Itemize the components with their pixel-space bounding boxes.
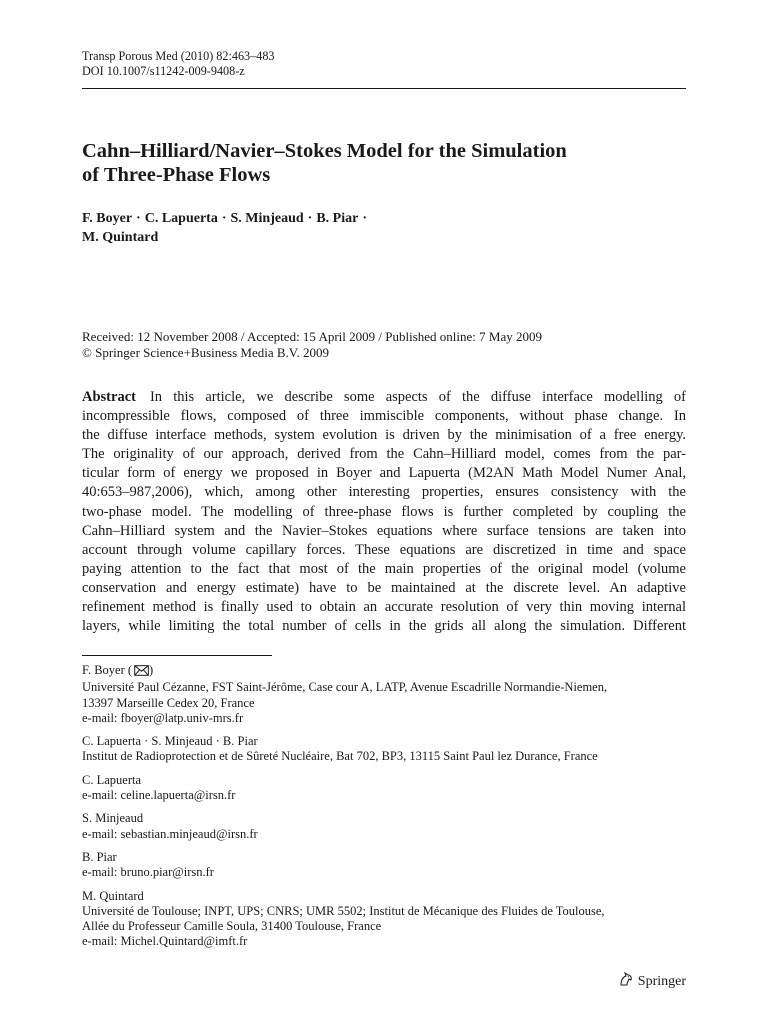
- author-line-2: [82, 228, 371, 247]
- affiliation-irsn: [82, 734, 686, 765]
- author-name-close: ): [149, 663, 154, 677]
- abstract-line: The originality of our approach, derived from the Cahn–Hilliard model, comes from the par-: [82, 446, 686, 463]
- abstract-line: account through volume capillary forces. These equations are discretized in time and space: [82, 541, 686, 558]
- abstract-label: Abstract: [82, 389, 136, 405]
- author-names: C. Lapuerta · S. Minjeaud · B. Piar: [82, 734, 258, 749]
- email-address[interactable]: e-mail: celine.lapuerta@irsn.fr: [82, 788, 236, 803]
- journal-header: [82, 49, 275, 79]
- abstract-line: layers, while limiting the total number of cells in the grids all along the simulation. Different: [82, 618, 686, 635]
- author-separator: ·: [307, 211, 313, 226]
- affiliation-piar: [82, 850, 686, 881]
- email-address[interactable]: e-mail: sebastian.minjeaud@irsn.fr: [82, 826, 258, 841]
- abstract: [82, 388, 686, 636]
- abstract-line: [82, 388, 686, 407]
- affiliation-address: Allée du Professeur Camille Soula, 31400 Toulouse, France: [82, 919, 382, 934]
- email-address[interactable]: e-mail: bruno.piar@irsn.fr: [82, 865, 214, 880]
- author: B. Piar: [316, 211, 359, 226]
- abstract-line: ticular form of energy we proposed in Boyer and Lapuerta (M2AN Math Model Numer Anal,: [82, 465, 686, 482]
- publisher-name: Springer: [637, 974, 686, 989]
- envelope-icon: [134, 665, 149, 680]
- abstract-text: In this article, we describe some aspects of the diffuse interface modelling of: [149, 389, 686, 405]
- author: S. Minjeaud: [230, 211, 304, 226]
- affiliation-quintard: [82, 889, 686, 950]
- author-line-1: [82, 209, 371, 228]
- publication-dates: [82, 329, 542, 360]
- affiliation-lapuerta: [82, 773, 686, 804]
- abstract-line: two-phase model. The modelling of three-phase flows is further completed by coupling the: [82, 503, 686, 520]
- author: C. Lapuerta: [144, 211, 218, 226]
- author-name: M. Quintard: [82, 888, 144, 903]
- publisher-logo: [618, 971, 686, 993]
- abstract-line: Cahn–Hilliard system and the Navier–Stokes equations where surface tensions are taken into: [82, 522, 686, 539]
- affiliation-address: Institut de Radioprotection et de Sûreté Nucléaire, Bat 702, BP3, 13115 Saint Paul lez Durance, France: [82, 749, 598, 764]
- author-name: S. Minjeaud: [82, 811, 144, 826]
- author-separator: ·: [362, 211, 367, 226]
- footnote-rule: [82, 655, 272, 656]
- author: F. Boyer: [82, 211, 133, 226]
- affiliation-minjeaud: [82, 811, 686, 842]
- author-separator: ·: [136, 211, 141, 226]
- journal-citation: Transp Porous Med (2010) 82:463–483: [82, 49, 275, 63]
- abstract-line: the diffuse interface methods, system evolution is driven by the minimisation of a free energy.: [82, 427, 686, 444]
- copyright-line: © Springer Science+Business Media B.V. 2009: [82, 344, 329, 360]
- author-name: C. Lapuerta: [82, 772, 142, 787]
- title-line-1: Cahn–Hilliard/Navier–Stokes Model for the Simulation: [82, 140, 567, 162]
- author-separator: ·: [221, 211, 227, 226]
- history-dates: Received: 12 November 2008 / Accepted: 15 April 2009 / Published online: 7 May 2009: [82, 329, 542, 344]
- affiliations: [82, 663, 686, 958]
- author-list: [82, 209, 371, 247]
- author-name: B. Piar: [82, 849, 117, 864]
- abstract-line: refinement method is finally used to obtain an accurate resolution of very thin moving internal: [82, 599, 686, 616]
- email-address[interactable]: e-mail: fboyer@latp.univ-mrs.fr: [82, 710, 244, 725]
- affiliation-address: 13397 Marseille Cedex 20, France: [82, 695, 255, 710]
- abstract-line: paying attention to the fact that most of the main properties of the original model (volume: [82, 560, 686, 577]
- springer-horse-icon: [618, 971, 634, 993]
- abstract-line: incompressible flows, composed of three immiscible components, without phase change. In: [82, 408, 686, 425]
- affiliation-address: Université Paul Cézanne, FST Saint-Jérôme, Case cour A, LATP, Avenue Escadrille Normandie-Niemen,: [82, 680, 608, 695]
- doi: DOI 10.1007/s11242-009-9408-z: [82, 64, 245, 78]
- abstract-line: conservation and energy estimate) have to be maintained at the discrete level. An adaptive: [82, 579, 686, 596]
- affiliation-address: Université de Toulouse; INPT, UPS; CNRS; UMR 5502; Institut de Mécanique des Fluides de Toulouse,: [82, 903, 605, 918]
- author-name: F. Boyer (: [82, 663, 133, 677]
- author: M. Quintard: [82, 230, 159, 245]
- title-line-2: of Three-Phase Flows: [82, 164, 271, 186]
- paper-title: [82, 139, 567, 187]
- affiliation-boyer: [82, 663, 686, 726]
- header-rule: [82, 88, 686, 89]
- email-address[interactable]: e-mail: Michel.Quintard@imft.fr: [82, 934, 248, 949]
- author-name-line: [82, 663, 686, 680]
- abstract-line: 40:653–987,2006), which, among other interesting properties, ensures consistency with the: [82, 484, 686, 501]
